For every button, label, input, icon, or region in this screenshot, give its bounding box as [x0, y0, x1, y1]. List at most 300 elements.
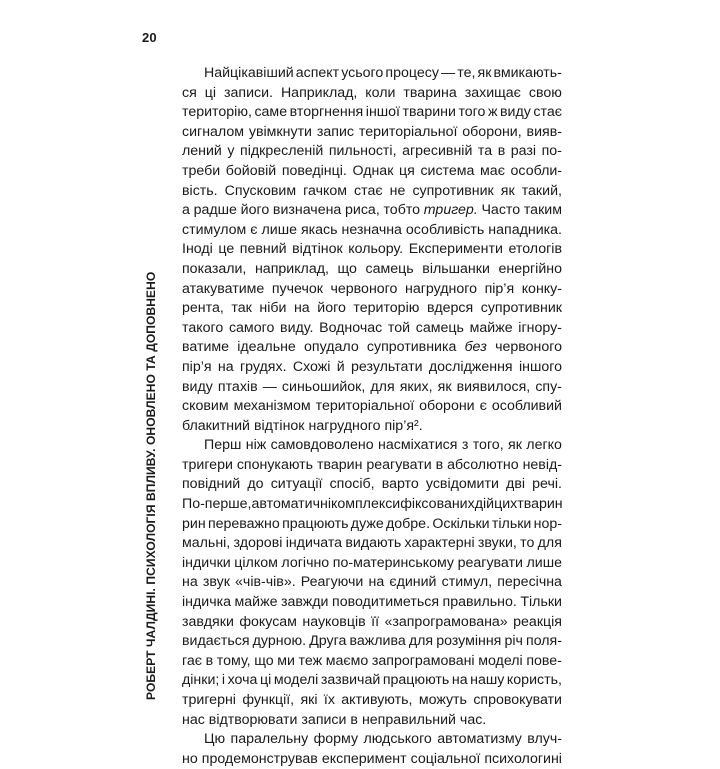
word: якась: [300, 221, 338, 238]
word: тому,: [216, 652, 251, 669]
word: птахів: [217, 378, 258, 395]
word: дуже: [350, 515, 384, 532]
word: процесу: [385, 65, 439, 81]
word: науковців: [302, 613, 366, 630]
text-line: [182, 260, 562, 280]
text-line: [182, 280, 562, 300]
running-head-text: РОБЕРТ ЧАЛДИНІ. ПСИХОЛОГІЯ ВПЛИВУ. ОНОВЛЕНО ТА ДОПОВНЕНО: [144, 271, 158, 700]
text-line: [182, 142, 562, 162]
word: вість.: [182, 182, 218, 199]
text-line: [182, 397, 562, 417]
word: в: [497, 143, 506, 160]
word: яких,: [399, 378, 433, 395]
word: система: [420, 162, 475, 179]
word: як: [477, 65, 492, 81]
word: нашу: [470, 672, 505, 689]
word: для: [408, 633, 434, 650]
word: працюють: [282, 515, 349, 532]
word: індичата: [285, 535, 343, 552]
text-line: [182, 319, 562, 339]
word: влуч-: [527, 731, 562, 748]
word: тварина: [403, 84, 457, 101]
word: атакуватиме: [182, 280, 265, 297]
italic-word: тригер.: [423, 202, 478, 219]
word: —: [441, 65, 456, 81]
italic-word: без: [464, 339, 487, 356]
word: логічно: [281, 554, 330, 571]
text-line: [182, 691, 562, 711]
word: майже: [234, 594, 278, 611]
word: індички: [182, 554, 231, 571]
word: повідний: [182, 476, 241, 493]
word: вияв-: [526, 123, 562, 140]
word: Водночас: [319, 319, 383, 336]
word: на: [451, 672, 468, 689]
word: розуміння: [436, 633, 502, 650]
word: особли-: [510, 162, 562, 179]
word: по-материнському: [332, 554, 455, 571]
text-line: [182, 64, 562, 84]
word: територіальної: [315, 398, 415, 415]
text-line: [182, 123, 562, 143]
word: стає: [533, 104, 562, 121]
word: гачком: [303, 182, 347, 199]
word: дій: [474, 496, 495, 513]
text-line: [182, 495, 562, 515]
word: червоного: [330, 280, 398, 297]
word: ніж: [245, 437, 267, 454]
word: грудях.: [239, 358, 287, 375]
word: реакція: [513, 613, 562, 630]
text-line: [182, 436, 562, 456]
word: сковим: [182, 398, 229, 415]
word: як: [500, 182, 515, 199]
word: автоматичні: [251, 496, 331, 513]
word: тобто: [383, 202, 421, 219]
word: людського: [363, 731, 432, 748]
word: ся: [182, 84, 197, 101]
word: нагрудного: [308, 417, 381, 434]
word: пір’я: [484, 280, 515, 297]
word: єдиний: [389, 574, 437, 591]
word: конку-: [521, 280, 562, 297]
word: ця: [399, 162, 415, 179]
word: які: [300, 692, 318, 708]
running-head: [144, 60, 160, 700]
word: спонукають: [236, 456, 314, 473]
word: дві: [506, 476, 526, 493]
word: час.: [459, 711, 487, 728]
word: іншого: [518, 358, 562, 375]
word: територію: [353, 300, 420, 317]
body-text: [182, 64, 562, 769]
word: захищає: [464, 84, 521, 101]
word: то: [520, 535, 535, 552]
word: для: [537, 535, 562, 552]
text-line: [182, 103, 562, 123]
word: нападника.: [488, 221, 562, 238]
word: пильності,: [328, 143, 397, 160]
word: як: [437, 378, 452, 395]
word: мальні,: [182, 535, 231, 552]
text-line: [182, 84, 562, 104]
word: психологині: [484, 750, 562, 767]
word: певний: [239, 241, 287, 258]
word: з: [461, 437, 469, 454]
word: оборони,: [462, 123, 522, 140]
word: завдяки: [182, 613, 234, 630]
word: пучечок: [271, 280, 323, 297]
word: виду: [182, 378, 213, 395]
word: особливий: [491, 398, 562, 415]
word: особливість: [405, 221, 485, 238]
word: виявилося,: [456, 378, 531, 395]
word: червоного: [495, 339, 562, 356]
word: цілком: [234, 554, 278, 571]
word: усього: [341, 65, 384, 81]
word: пове-: [526, 652, 562, 669]
word: запрограмовані: [371, 652, 475, 669]
word: їх: [323, 692, 335, 708]
word: спу-: [535, 378, 562, 395]
word: характерні: [404, 535, 475, 552]
word: до: [247, 476, 264, 493]
word: ситуації: [270, 476, 323, 493]
word: звук: [202, 574, 230, 591]
word: на: [368, 574, 385, 591]
word: тварин: [317, 456, 363, 473]
word: його: [317, 300, 346, 317]
word: активують,: [341, 692, 413, 708]
word: вторгнення: [289, 104, 364, 121]
word: це: [218, 241, 235, 258]
word: її: [371, 613, 380, 630]
word: переважно: [207, 515, 280, 532]
word: саме: [254, 104, 288, 121]
word: на: [293, 300, 310, 317]
word: ватиме: [182, 339, 230, 356]
word: оборони: [419, 398, 475, 415]
word: тригери: [182, 456, 233, 473]
word: радше: [193, 202, 237, 219]
word: теж: [298, 652, 323, 669]
word: Наприклад,: [280, 84, 358, 101]
text-line: [182, 613, 562, 633]
text-line: [182, 573, 562, 593]
word: таким: [523, 202, 562, 219]
word: не: [389, 182, 406, 199]
word: можуть: [418, 692, 467, 708]
word: нагрудного: [404, 280, 477, 297]
word: лише: [526, 554, 562, 571]
word: блакитний: [182, 417, 250, 434]
text-line: [182, 652, 562, 672]
word: відтінок: [292, 241, 343, 258]
word: речі.: [532, 476, 562, 493]
word: соціальної: [410, 750, 481, 767]
word: його: [240, 202, 270, 219]
word: є: [479, 398, 487, 415]
text-line: [182, 515, 562, 535]
word: добре.: [386, 515, 431, 532]
word: відтінок: [253, 417, 305, 434]
word: лише: [261, 221, 297, 238]
text-line: [182, 750, 562, 769]
word: фіксованих: [400, 496, 475, 513]
text-line: [182, 182, 562, 202]
word: виду.: [280, 319, 314, 336]
text-line: [182, 221, 562, 241]
word: у: [227, 143, 235, 160]
word: є: [250, 221, 258, 238]
word: на: [182, 574, 198, 591]
word: ці: [204, 84, 217, 101]
word: супротивника: [366, 339, 457, 356]
word: ми: [277, 652, 295, 669]
word: продемонстрував: [201, 750, 318, 767]
word: має: [480, 162, 505, 179]
word: запис: [316, 123, 354, 140]
word: по-: [541, 143, 562, 160]
word: насміхатися: [378, 437, 458, 454]
word: хоча: [227, 672, 258, 689]
word: ніби: [259, 300, 287, 317]
word: виду: [500, 104, 531, 121]
word: рин: [182, 515, 206, 532]
word: стимулом: [182, 221, 247, 238]
word: видають: [345, 535, 402, 552]
word: працюють: [382, 672, 450, 689]
word: функції,: [242, 692, 295, 708]
word: й: [336, 358, 345, 375]
word: показали,: [182, 260, 247, 277]
word: відтворювати: [208, 711, 298, 728]
word: треби: [182, 162, 221, 179]
word: автоматизму: [437, 731, 522, 748]
word: спровокувати: [473, 692, 562, 708]
word: легко: [526, 437, 562, 454]
word: здорові: [233, 535, 283, 552]
word: бойовій: [225, 162, 277, 179]
word: опудало: [304, 339, 359, 356]
word: поля-: [526, 633, 562, 650]
word: записи.: [224, 84, 273, 101]
word: супротивник: [480, 300, 562, 317]
word: а: [182, 202, 190, 219]
word: територіальної: [358, 123, 458, 140]
word: енергійно: [498, 260, 562, 277]
word: Однак: [352, 162, 394, 179]
word: рента,: [182, 300, 224, 317]
word: дінки;: [182, 672, 220, 689]
word: наприклад,: [254, 260, 329, 277]
word: «чів-чів».: [235, 574, 296, 591]
word: видається: [182, 633, 250, 650]
word: варто: [381, 476, 419, 493]
word: коли: [365, 84, 396, 101]
word: незначна: [341, 221, 402, 238]
word: вільшанки: [422, 260, 490, 277]
word: визначена: [272, 202, 342, 219]
word: моделі: [478, 652, 523, 669]
text-line: [182, 730, 562, 750]
word: гає: [182, 652, 202, 669]
word: Цю: [204, 731, 226, 748]
word: правильно.: [442, 594, 517, 611]
page-number: 20: [142, 30, 157, 45]
text-line: [182, 671, 562, 691]
word: завжди: [281, 594, 329, 611]
word: Тільки: [520, 594, 562, 611]
word: лений: [182, 143, 222, 160]
word: майже: [469, 319, 513, 336]
word: користь,: [506, 672, 562, 689]
word: форму: [313, 731, 359, 748]
word: —: [262, 378, 277, 395]
word: звуки,: [477, 535, 517, 552]
word: етологів: [508, 241, 562, 258]
word: супротивник: [412, 182, 494, 199]
word: пір’я: [182, 358, 212, 375]
word: що: [254, 652, 274, 669]
word: важлива: [349, 633, 406, 650]
word: реагувати: [457, 554, 523, 571]
word: цих: [494, 496, 518, 513]
word: підкресленій: [240, 143, 324, 160]
word: поведінці.: [281, 162, 347, 179]
word: но: [182, 750, 198, 767]
text-line: [182, 240, 562, 260]
word: так: [231, 300, 252, 317]
word: ж: [487, 104, 498, 121]
word: увімкнути: [248, 123, 312, 140]
word: річ: [504, 633, 523, 650]
word: невід-: [522, 456, 562, 473]
text-line: [182, 554, 562, 574]
word: на: [217, 358, 234, 375]
word: тварин: [517, 496, 563, 513]
word: того: [458, 104, 486, 121]
word: такого: [182, 319, 224, 336]
word: Реагуючи: [300, 574, 364, 591]
word: ігнору-: [518, 319, 562, 336]
word: Оскільки: [432, 515, 490, 532]
text-line: [182, 358, 562, 378]
word: Перш: [204, 437, 242, 454]
word: такий,: [521, 182, 562, 199]
word: ці: [259, 672, 272, 689]
word: дурною.: [252, 633, 307, 650]
word: Часто: [481, 202, 521, 219]
word: синьошийок,: [281, 378, 366, 395]
text-line: [182, 201, 562, 221]
text-line: [182, 299, 562, 319]
text-line: [182, 162, 562, 182]
word: поводитиметься: [332, 594, 440, 611]
word: неправильний: [361, 711, 456, 728]
word: результати: [351, 358, 423, 375]
word: реагувати: [366, 456, 432, 473]
word: Спусковим: [224, 182, 297, 199]
word: кольору.: [348, 241, 404, 258]
word: По-перше,: [182, 496, 252, 513]
word: самець: [365, 260, 414, 277]
word: аспект: [295, 65, 340, 81]
word: для: [370, 378, 395, 395]
word: свою: [528, 84, 562, 101]
word: територію,: [182, 104, 252, 121]
word: сигналом: [182, 123, 245, 140]
word: і: [221, 672, 226, 689]
word: іншої: [365, 104, 400, 121]
word: разі: [510, 143, 537, 160]
word: стає: [354, 182, 383, 199]
word: нор-: [533, 515, 562, 532]
word: того,: [472, 437, 504, 454]
word: той: [387, 319, 411, 336]
word: усвідомити: [425, 476, 499, 493]
word: тварини: [402, 104, 456, 121]
word: Найцікавіший: [204, 65, 294, 81]
word: в: [350, 711, 358, 728]
word: Іноді: [182, 241, 213, 258]
word: самець: [415, 319, 464, 336]
text-line: [182, 632, 562, 652]
word: пересічна: [497, 574, 562, 591]
word: Схожі: [292, 358, 331, 375]
word: самовдоволено: [270, 437, 374, 454]
word: в: [205, 652, 214, 669]
word: фокусам: [239, 613, 297, 630]
word: тільки: [491, 515, 532, 532]
word: спосіб,: [329, 476, 375, 493]
text-line: [182, 534, 562, 554]
word: пір’я².: [384, 417, 423, 434]
word: як: [508, 437, 522, 454]
text-line: [182, 338, 562, 358]
word: риса,: [345, 202, 380, 219]
word: індичка: [182, 594, 231, 611]
text-line: [182, 378, 562, 398]
text-line: [182, 417, 562, 437]
word: вмикають-: [493, 65, 562, 81]
text-line: [182, 711, 562, 731]
word: агресивній: [402, 143, 473, 160]
word: тригерні: [182, 692, 236, 708]
word: моделі: [273, 672, 319, 689]
word: та: [477, 143, 493, 160]
text-line: [182, 475, 562, 495]
word: зазвичай: [320, 672, 381, 689]
word: паралельну: [230, 731, 309, 748]
word: ідеальне: [237, 339, 296, 356]
text-line: [182, 593, 562, 613]
word: що: [337, 260, 357, 277]
word: в: [435, 456, 444, 473]
text-line: [182, 456, 562, 476]
word: записи: [301, 711, 347, 728]
word: дослідження: [428, 358, 513, 375]
word: маємо: [325, 652, 369, 669]
word: комплекси: [330, 496, 401, 513]
word: самого: [228, 319, 275, 336]
word: нас: [182, 711, 205, 728]
word: абсолютно: [447, 456, 519, 473]
word: механізмом: [233, 398, 311, 415]
word: Друга: [309, 633, 347, 650]
word: те,: [457, 65, 476, 81]
word: стимул,: [441, 574, 493, 591]
